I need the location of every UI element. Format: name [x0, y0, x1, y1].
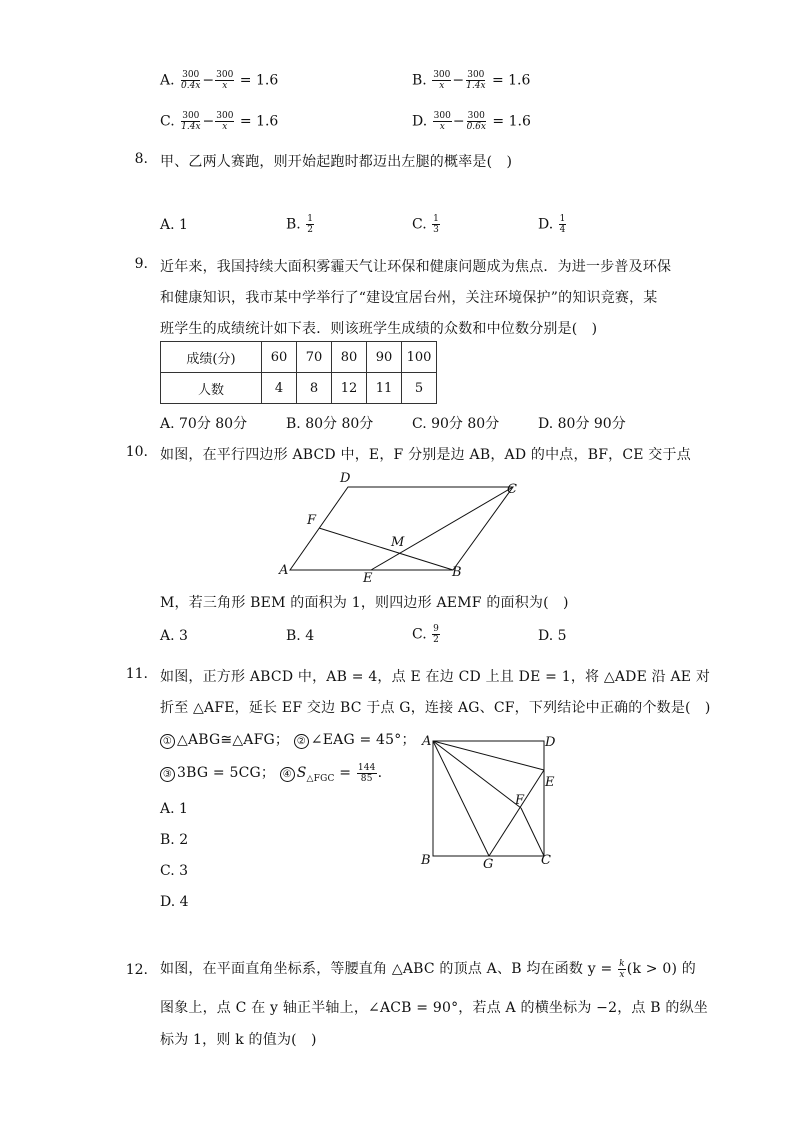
frac-den: 3: [433, 225, 439, 235]
option-label: C.: [160, 113, 175, 130]
q8-option-d[interactable]: [538, 214, 567, 235]
q11-option-a[interactable]: A. 1: [160, 801, 188, 817]
q12-text-a: 如图，在平面直角坐标系，等腰直角 △ABC 的顶点 A、B 均在函数 y =: [160, 961, 613, 977]
frac-den: x: [439, 81, 445, 91]
option-label: D.: [538, 216, 554, 233]
circled-number: ①: [160, 734, 175, 749]
q8-number: 8.: [134, 151, 148, 167]
frac-num: 1: [559, 214, 566, 224]
q9-stem-line-2: 和健康知识，我市某中学举行了“建设宜居台州，关注环境保护”的知识竞赛，某: [160, 290, 658, 306]
q8-option-a[interactable]: A. 1: [160, 217, 188, 233]
frac-num: 1: [307, 214, 313, 224]
q9-option-b[interactable]: B. 80分 80分: [286, 416, 374, 432]
table-cell: 70: [297, 342, 332, 373]
conclusion-3: 3BG = 5CG；: [177, 765, 276, 781]
parallelogram-abcd: [290, 487, 513, 570]
q10-stem-line-2: M，若三角形 BEM 的面积为 1，则四边形 AEMF 的面积为( ): [160, 595, 569, 611]
label-f: F: [515, 793, 525, 808]
q9-option-a[interactable]: A. 70分 80分: [160, 416, 248, 432]
q9-number: 9.: [134, 256, 148, 272]
label-d: D: [545, 735, 556, 750]
score-table: [160, 341, 437, 404]
q11-stem-line-1: 如图，正方形 ABCD 中，AB = 4，点 E 在边 CD 上且 DE = 1，将 △ADE 沿 AE 对: [160, 669, 711, 685]
q8-option-b[interactable]: [286, 214, 315, 235]
q8-option-c[interactable]: [412, 214, 441, 235]
option-label: B.: [412, 72, 427, 89]
frac-den: x: [222, 122, 228, 132]
label-m: M: [391, 535, 405, 550]
fraction: [432, 214, 440, 235]
q10-option-a[interactable]: A. 3: [160, 628, 188, 644]
q9-option-c[interactable]: C. 90分 80分: [412, 416, 500, 432]
frac-num: 300: [467, 70, 485, 80]
rhs: = 1.6: [239, 72, 279, 89]
fraction: [180, 70, 201, 91]
frac-den: 1.4x: [181, 122, 201, 132]
q7-option-b[interactable]: [412, 70, 530, 91]
frac-den: 0.4x: [181, 81, 201, 91]
segment-ag: [433, 741, 489, 856]
segment-ce: [371, 487, 513, 570]
label-f: F: [307, 513, 317, 528]
fraction: [466, 111, 487, 132]
frac-num: 300: [216, 70, 234, 80]
frac-den: 0.6x: [466, 122, 486, 132]
frac-num: 300: [182, 70, 200, 80]
q11-number: 11.: [125, 666, 148, 682]
label-a: A: [422, 734, 432, 749]
table-cell: 4: [262, 373, 297, 404]
table-row: [161, 342, 437, 373]
label-c: C: [507, 482, 517, 497]
q7-option-d[interactable]: [412, 111, 531, 132]
circled-number: ②: [294, 734, 309, 749]
q11-option-c[interactable]: C. 3: [160, 863, 189, 879]
segment-af: [433, 741, 521, 808]
q11-stem-line-2: 折至 △AFE，延长 EF 交边 BC 于点 G，连接 AG、CF，下列结论中正确的个数是( ): [160, 700, 711, 716]
q9-option-d[interactable]: D. 80分 90分: [538, 416, 626, 432]
minus: −: [202, 72, 215, 89]
fraction: [433, 111, 452, 132]
fraction: [215, 70, 234, 91]
q12-stem-line-1: [160, 958, 696, 980]
q12-stem-line-2: 图象上，点 C 在 y 轴正半轴上，∠ACB = 90°，若点 A 的横坐标为 −2，点 B 的纵坐: [160, 1000, 708, 1016]
fraction: [618, 959, 626, 980]
q10-stem-line-1: 如图，在平行四边形 ABCD 中，E，F 分别是边 AB，AD 的中点，BF，CE 交于点: [160, 447, 691, 463]
frac-num: 9: [433, 624, 439, 634]
fraction: [432, 70, 451, 91]
q7-option-c[interactable]: [160, 111, 278, 132]
q10-option-c[interactable]: [412, 624, 441, 645]
minus: −: [202, 113, 215, 130]
segment-cf: [521, 808, 544, 856]
minus: −: [452, 113, 465, 130]
frac-num: k: [619, 958, 625, 969]
label-d: D: [340, 471, 351, 486]
option-label: C.: [412, 626, 427, 643]
fraction: [432, 624, 440, 645]
conclusion-4-end: .: [377, 765, 383, 781]
square-abcd: [433, 741, 544, 856]
table-cell: 60: [262, 342, 297, 373]
option-label: A.: [160, 72, 175, 89]
frac-num: 300: [467, 111, 485, 121]
q9-stem-line-1: 近年来，我国持续大面积雾霾天气让环保和健康问题成为焦点．为进一步普及环保: [160, 259, 672, 275]
frac-den: 2: [433, 635, 439, 645]
minus: −: [452, 72, 465, 89]
q7-option-a[interactable]: [160, 70, 278, 91]
label-a: A: [279, 563, 289, 578]
q11-option-b[interactable]: B. 2: [160, 832, 189, 848]
q12-text-b: (k > 0) 的: [626, 961, 696, 977]
label-e: E: [363, 571, 373, 586]
label-c: C: [541, 853, 551, 868]
q8-stem: 甲、乙两人赛跑，则开始起跑时都迈出左腿的概率是( ): [160, 154, 513, 170]
segment-ae: [433, 741, 544, 770]
circled-number: ④: [280, 767, 295, 782]
q11-conclusions-3-4: [160, 762, 382, 784]
fraction: [465, 70, 486, 91]
frac-num: 300: [433, 70, 451, 80]
conclusion-4-eq: =: [334, 765, 356, 781]
label-b: B: [452, 565, 462, 580]
fraction: [215, 111, 234, 132]
table-row: [161, 373, 437, 404]
fraction: [306, 214, 314, 235]
conclusion-4-s: S: [296, 765, 307, 781]
conclusion-1: △ABG≅△AFG；: [177, 732, 290, 748]
parallelogram-figure: [270, 466, 530, 586]
frac-den: 2: [307, 225, 313, 235]
frac-num: 1: [433, 214, 439, 224]
table-cell: 5: [402, 373, 437, 404]
frac-den: 1.4x: [466, 81, 486, 91]
q10-option-b[interactable]: B. 4: [286, 628, 315, 644]
frac-num: 300: [433, 111, 451, 121]
segment-eg: [489, 770, 544, 856]
q9-stem-line-3: 班学生的成绩统计如下表．则该班学生成绩的众数和中位数分别是( ): [160, 321, 598, 337]
frac-num: 144: [357, 762, 376, 773]
table-cell: 12: [332, 373, 367, 404]
table-cell: 80: [332, 342, 367, 373]
circled-number: ③: [160, 767, 175, 782]
square-figure: [416, 728, 566, 873]
rhs: = 1.6: [239, 113, 279, 130]
frac-num: 300: [182, 111, 200, 121]
fraction: [180, 111, 201, 132]
table-cell: 11: [367, 373, 402, 404]
conclusion-2: ∠EAG = 45°；: [310, 732, 416, 748]
table-header-cell: 人数: [161, 373, 262, 404]
option-label: C.: [412, 216, 427, 233]
q10-option-d[interactable]: D. 5: [538, 628, 567, 644]
q12-stem-line-3: 标为 1，则 k 的值为( ): [160, 1032, 317, 1048]
q12-number: 12.: [125, 962, 148, 978]
label-b: B: [421, 853, 431, 868]
rhs: = 1.6: [492, 113, 531, 130]
option-label: D.: [412, 113, 428, 130]
table-header-cell: 成绩(分): [161, 342, 262, 373]
q10-number: 10.: [125, 444, 148, 460]
option-label: B.: [286, 216, 301, 233]
table-cell: 90: [367, 342, 402, 373]
conclusion-4-sub: △FGC: [306, 773, 335, 784]
rhs: = 1.6: [491, 72, 531, 89]
frac-den: x: [439, 122, 445, 132]
label-e: E: [545, 775, 555, 790]
table-cell: 8: [297, 373, 332, 404]
table-cell: 100: [402, 342, 437, 373]
fraction: [357, 763, 377, 784]
frac-num: 300: [216, 111, 234, 121]
label-g: G: [483, 857, 494, 872]
q11-option-d[interactable]: D. 4: [160, 894, 189, 910]
frac-den: x: [619, 969, 625, 980]
frac-den: 4: [559, 225, 566, 235]
fraction: [559, 214, 567, 235]
frac-den: x: [222, 81, 228, 91]
q11-conclusions-1-2: [160, 729, 416, 749]
frac-den: 85: [360, 773, 373, 784]
